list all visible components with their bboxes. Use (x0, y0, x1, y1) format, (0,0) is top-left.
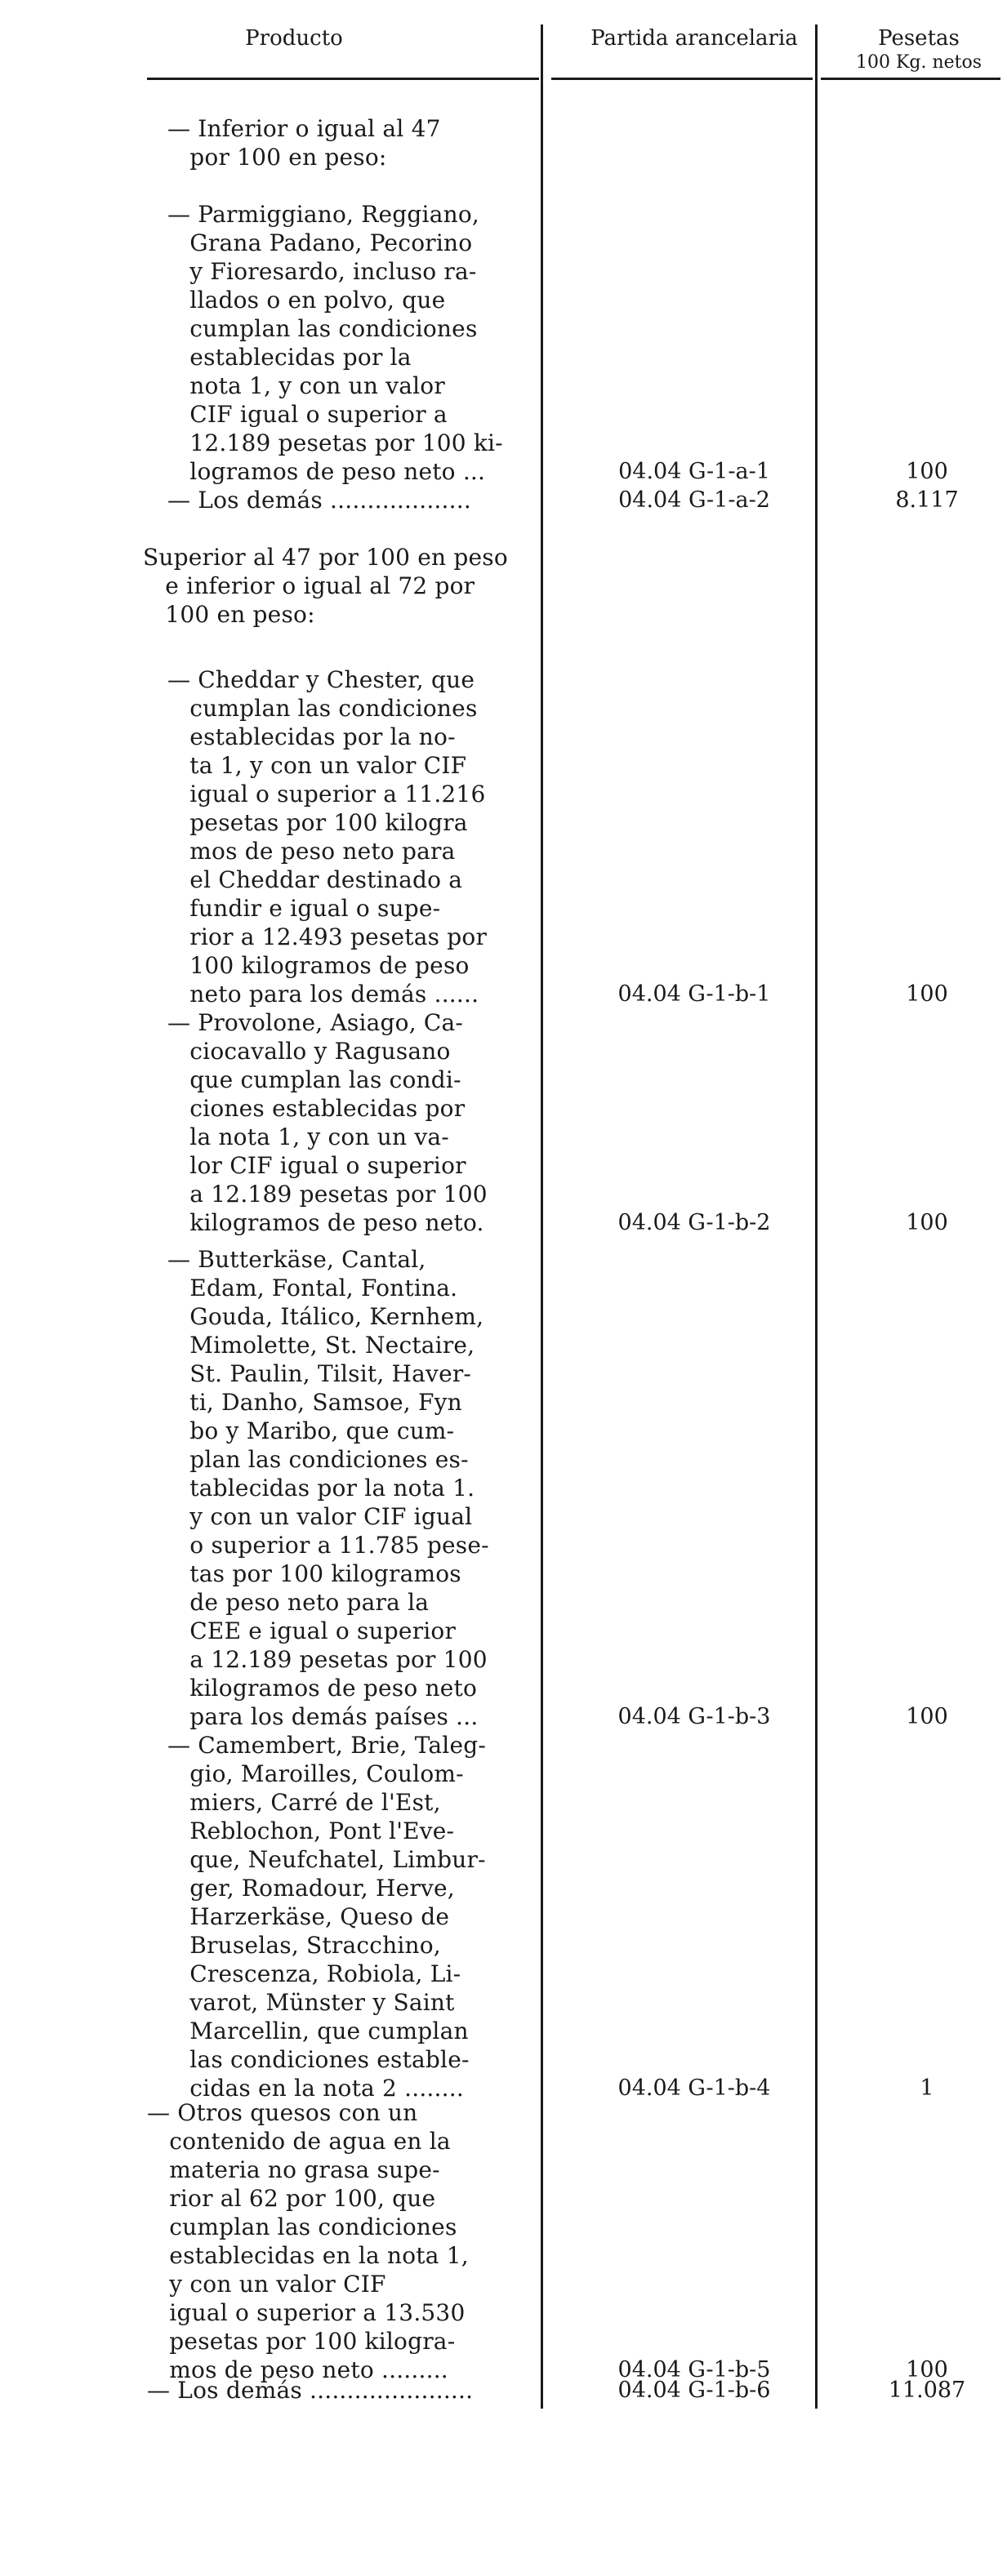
column-header-producto: Producto (245, 26, 343, 51)
product-line: — Cheddar y Chester, que (167, 666, 475, 693)
product-line: materia no grasa supe- (147, 2156, 440, 2183)
product-line: y con un valor CIF igual (167, 1503, 473, 1530)
product-line: tas por 100 kilogramos (167, 1560, 461, 1587)
pesetas-value: 100 (906, 1210, 948, 1235)
product-line: — Provolone, Asiago, Ca- (167, 1009, 464, 1036)
product-line: mos de peso neto ......... (147, 2356, 448, 2383)
product-line: igual o superior a 11.216 (167, 781, 486, 808)
product-line: St. Paulin, Tilsit, Haver- (167, 1360, 472, 1387)
product-line: ti, Danho, Samsoe, Fyn (167, 1389, 462, 1416)
product-line: gio, Maroilles, Coulom- (167, 1760, 464, 1787)
pesetas-value: 8.117 (895, 487, 959, 513)
product-line: — Inferior o igual al 47 (167, 115, 441, 142)
product-line: e inferior o igual al 72 por (143, 572, 475, 599)
product-line: — Los demás ................... (167, 487, 471, 514)
column-divider-1 (541, 24, 543, 2409)
product-line: rior al 62 por 100, que (147, 2185, 436, 2212)
product-line: mos de peso neto para (167, 838, 456, 865)
table-row (167, 114, 441, 171)
product-line: kilogramos de peso neto (167, 1675, 478, 1702)
product-line: cumplan las condiciones (167, 695, 478, 722)
tariff-code: 04.04 G-1-a-1 (618, 459, 770, 484)
product-line: rior a 12.493 pesetas por (167, 923, 488, 950)
pesetas-value: 11.087 (888, 2378, 966, 2403)
product-line: a 12.189 pesetas por 100 (167, 1646, 488, 1673)
product-line: por 100 en peso: (167, 144, 387, 171)
product-line: tablecidas por la nota 1. (167, 1475, 475, 1502)
product-line: a 12.189 pesetas por 100 (167, 1181, 488, 1208)
tariff-code: 04.04 G-1-b-1 (617, 981, 771, 1007)
product-line: — Otros quesos con un (147, 2099, 418, 2126)
column-header-partida: Partida arancelaria (590, 26, 798, 51)
pesetas-value: 100 (906, 1704, 948, 1729)
product-line: CIF igual o superior a (167, 401, 448, 428)
product-line: — Butterkäse, Cantal, (167, 1246, 426, 1273)
header-rule-producto (147, 78, 539, 80)
table-row (167, 1731, 486, 2102)
product-line: lor CIF igual o superior (167, 1152, 466, 1179)
tariff-code: 04.04 G-1-b-5 (617, 2357, 771, 2382)
product-line: para los demás países ... (167, 1703, 479, 1730)
product-line: Gouda, Itálico, Kernhem, (167, 1303, 484, 1330)
table-row (167, 665, 487, 1008)
product-line: cumplan las condiciones (147, 2213, 457, 2240)
product-line: la nota 1, y con un va- (167, 1123, 449, 1150)
product-line: ciocavallo y Ragusano (167, 1038, 451, 1065)
product-line: pesetas por 100 kilogra- (147, 2328, 456, 2355)
product-line: cidas en la nota 2 ........ (167, 2075, 464, 2102)
pesetas-value: 100 (906, 459, 948, 484)
product-line: llados o en polvo, que (167, 287, 446, 314)
tariff-code: 04.04 G-1-a-2 (618, 487, 770, 513)
tariff-code: 04.04 G-1-b-4 (617, 2075, 771, 2101)
product-line: las condiciones estable- (167, 2046, 470, 2073)
product-line: Crescenza, Robiola, Li- (167, 1960, 461, 1987)
product-line: kilogramos de peso neto. (167, 1209, 484, 1236)
product-line: CEE e igual o superior (167, 1617, 457, 1644)
product-line: plan las condiciones es- (167, 1446, 469, 1473)
pesetas-value: 100 (906, 2357, 948, 2382)
pesetas-value: 100 (906, 981, 948, 1007)
product-line: Superior al 47 por 100 en peso (143, 544, 508, 571)
product-line: fundir e igual o supe- (167, 895, 441, 922)
tariff-code: 04.04 G-1-b-2 (617, 1210, 771, 1235)
product-line: cumplan las condiciones (167, 315, 478, 342)
header-rule-partida (551, 78, 813, 80)
product-line: logramos de peso neto ... (167, 458, 486, 485)
product-line: — Camembert, Brie, Taleg- (167, 1732, 487, 1759)
product-line: varot, Münster y Saint (167, 1989, 455, 2016)
table-row (147, 2376, 473, 2405)
product-line: establecidas en la nota 1, (147, 2242, 469, 2269)
product-line: Marcellin, que cumplan (167, 2018, 469, 2044)
product-line: bo y Maribo, que cum- (167, 1417, 455, 1444)
product-line: igual o superior a 13.530 (147, 2299, 466, 2326)
product-line: ta 1, y con un valor CIF (167, 752, 467, 779)
column-header-pesetas-unit: 100 Kg. netos (855, 52, 982, 73)
product-line: y con un valor CIF (147, 2271, 386, 2298)
product-line: establecidas por la (167, 344, 412, 371)
product-line: 100 kilogramos de peso (167, 952, 470, 979)
product-line: nota 1, y con un valor (167, 372, 445, 399)
product-line: — Parmiggiano, Reggiano, (167, 201, 479, 228)
product-line: que cumplan las condi- (167, 1066, 461, 1093)
product-line: de peso neto para la (167, 1589, 430, 1616)
product-line: Bruselas, Stracchino, (167, 1932, 441, 1959)
table-row (167, 1245, 489, 1731)
product-line: neto para los demás ...... (167, 981, 479, 1008)
product-line: Mimolette, St. Nectaire, (167, 1332, 475, 1359)
product-line: — Los demás ...................... (147, 2377, 474, 2404)
product-line: que, Neufchatel, Limbur- (167, 1846, 486, 1873)
header-rule-pesetas (821, 78, 1000, 80)
product-line: 100 en peso: (143, 601, 315, 628)
product-line: establecidas por la no- (167, 723, 456, 750)
product-line: contenido de agua en la (147, 2128, 451, 2155)
product-line: ciones establecidas por (167, 1095, 466, 1122)
tariff-code: 04.04 G-1-b-3 (617, 1704, 771, 1729)
product-line: 12.189 pesetas por 100 ki- (167, 429, 503, 456)
pesetas-value: 1 (920, 2075, 934, 2101)
table-row (167, 200, 503, 486)
tariff-code: 04.04 G-1-b-6 (617, 2378, 771, 2403)
table-row (167, 486, 471, 514)
product-line: pesetas por 100 kilogra (167, 809, 468, 836)
product-line: Reblochon, Pont l'Eve- (167, 1817, 455, 1844)
table-row (143, 543, 508, 629)
product-line: el Cheddar destinado a (167, 866, 463, 893)
product-line: ger, Romadour, Herve, (167, 1875, 455, 1902)
product-line: y Fioresardo, incluso ra- (167, 258, 477, 285)
product-line: o superior a 11.785 pese- (167, 1532, 489, 1559)
column-header-pesetas: Pesetas (878, 26, 960, 51)
product-line: miers, Carré de l'Est, (167, 1789, 441, 1816)
product-line: Harzerkäse, Queso de (167, 1903, 450, 1930)
table-row (167, 1008, 488, 1237)
product-line: Edam, Fontal, Fontina. (167, 1275, 458, 1301)
table-row (147, 2098, 469, 2384)
product-line: Grana Padano, Pecorino (167, 229, 473, 256)
